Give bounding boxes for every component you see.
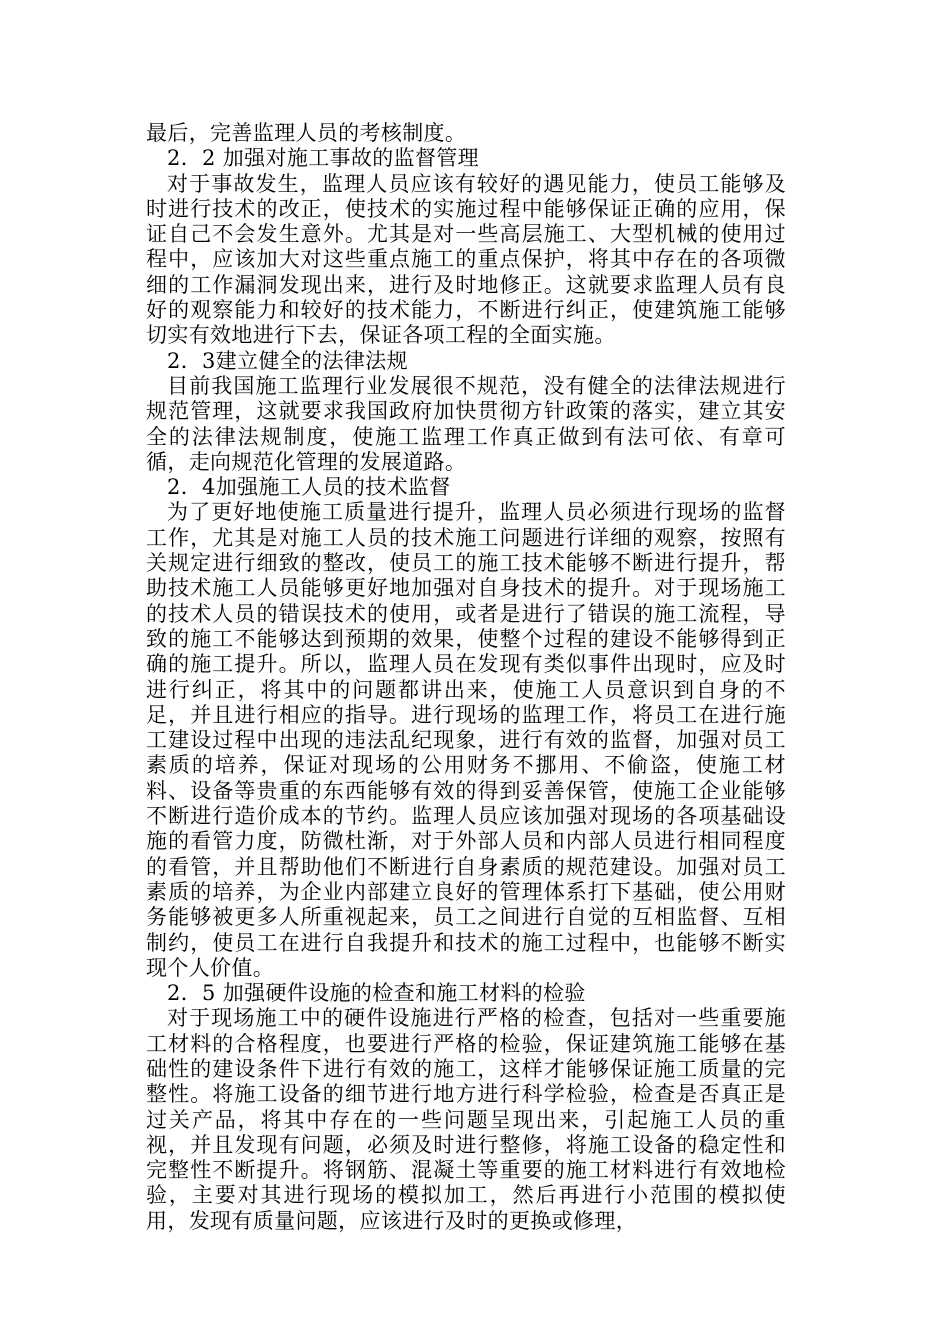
paragraph-hardware-inspection: 对于现场施工中的硬件设施进行严格的检查，包括对一些重要施工材料的合格程度，也要进行严格的检验，保证建筑施工能够在基础性的建设条件下进行有效的施工，这样才能够保证施工质量的完整性。将施工设备的细节进行地方进行科学检验，检查是否真正是过关产品，将其中存在的一些问题呈现出来，引起施工人员的重视，并且发现有问题，必须及时进行整修，将施工设备的稳定性和完整性不断提升。将钢筋、混凝土等重要的施工材料进行有效地检验，主要对其进行现场的模拟加工，然后再进行小范围的模拟使用，发现有质量问题，应该进行及时的更换或修理， bbox=[146, 1006, 786, 1233]
paragraph-technical-supervision: 为了更好地使施工质量进行提升，监理人员必须进行现场的监督工作，尤其是对施工人员的技术施工问题进行详细的观察，按照有关规定进行细致的整改，使员工的施工技术能够不断进行提升，帮助技术施工人员能够更好地加强对自身技术的提升。对于现场施工的技术人员的错误技术的使用，或者是进行了错误的施工流程，导致的施工不能够达到预期的效果，使整个过程的建设不能够得到正确的施工提升。所以，监理人员在发现有类似事件出现时，应及时进行纠正，将其中的问题都讲出来，使施工人员意识到自身的不足，并且进行相应的指导。进行现场的监理工作，将员工在进行施工建设过程中出现的违法乱纪现象，进行有效的监督，加强对员工素质的培养，保证对现场的公用财务不挪用、不偷盗，使施工材料、设备等贵重的东西能够有效的得到妥善保管，使施工企业能够不断进行造价成本的节约。监理人员应该加强对现场的各项基础设施的看管力度，防微杜渐，对于外部人员和内部人员进行相同程度的看管，并且帮助他们不断进行自身素质的规范建设。加强对员工素质的培养，为企业内部建立良好的管理体系打下基础，使公用财务能够被更多人所重视起来，员工之间进行自觉的互相监督、互相制约，使员工在进行自我提升和技术的施工过程中，也能够不断实现个人价值。 bbox=[146, 500, 786, 980]
section-heading-2-2: 2．2 加强对施工事故的监督管理 bbox=[167, 146, 479, 171]
paragraph-accident-supervision: 对于事故发生，监理人员应该有较好的遇见能力，使员工能够及时进行技术的改正，使技术的实施过程中能够保证正确的应用，保证自己不会发生意外。尤其是对一些高层施工、大型机械的使用过程中，应该加大对这些重点施工的重点保护，将其中存在的各项微细的工作漏洞发现出来，进行及时地修正。这就要求监理人员有良好的观察能力和较好的技术能力，不断进行纠正，使建筑施工能够切实有效地进行下去，保证各项工程的全面实施。 bbox=[146, 171, 786, 348]
section-heading-2-5: 2．5 加强硬件设施的检查和施工材料的检验 bbox=[167, 981, 586, 1006]
section-heading-2-3: 2．3建立健全的法律法规 bbox=[167, 348, 408, 373]
paragraph-closing-line: 最后，完善监理人员的考核制度。 bbox=[146, 121, 467, 145]
document-body bbox=[146, 121, 786, 1234]
section-heading-2-4: 2．4加强施工人员的技术监督 bbox=[167, 475, 451, 500]
paragraph-laws-regulations: 目前我国施工监理行业发展很不规范，没有健全的法律法规进行规范管理，这就要求我国政府加快贯彻方针政策的落实，建立其安全的法律法规制度，使施工监理工作真正做到有法可依、有章可循，走向规范化管理的发展道路。 bbox=[146, 373, 786, 474]
